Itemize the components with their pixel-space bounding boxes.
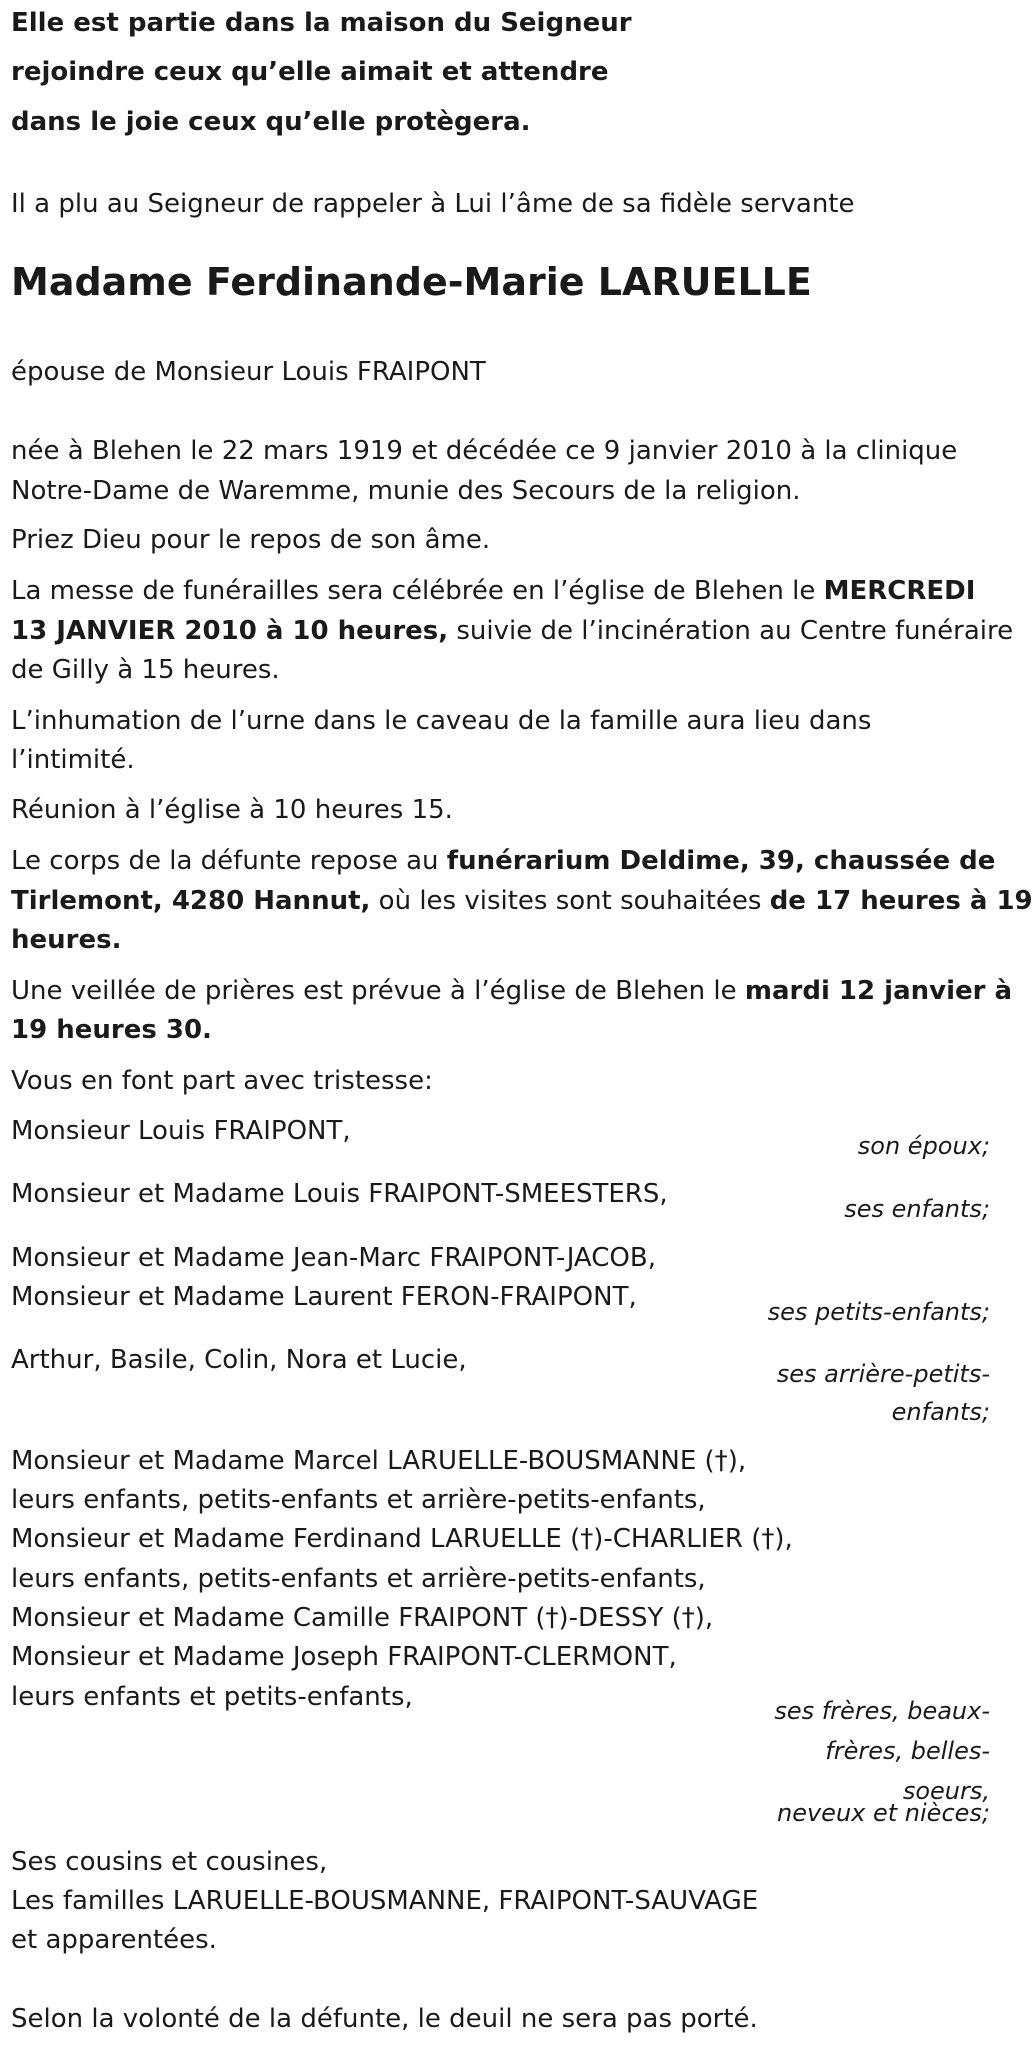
role-label: ses frères, beaux- <box>774 1697 990 1725</box>
mass-text: 13 JANVIER 2010 à 10 heures, suivie de l’incinération au Centre funéraire <box>11 616 1014 646</box>
role-label: ses arrière-petits- <box>776 1360 990 1388</box>
mass-text: de Gilly à 15 heures. <box>11 655 280 685</box>
birth-text: Notre-Dame de Waremme, munie des Secours de la religion. <box>11 476 801 506</box>
burial-text: L’inhumation de l’urne dans le caveau de la famille aura lieu dans <box>11 706 872 736</box>
role-label: soeurs, <box>902 1777 990 1805</box>
quote-line: rejoindre ceux qu’elle aimait et attendre <box>11 57 609 87</box>
quote-line: Elle est partie dans la maison du Seigneur <box>11 8 632 38</box>
mass-text: La messe de funérailles sera célébrée en l’église de Blehen le MERCREDI <box>11 576 976 606</box>
closing-text: Selon la volonté de la défunte, le deuil ne sera pas porté. <box>11 2004 758 2034</box>
family-siblings: Monsieur et Madame Camille FRAIPONT (†)-DESSY (†), <box>11 1603 714 1633</box>
family-grandchildren: Monsieur et Madame Jean-Marc FRAIPONT-JACOB, <box>11 1243 656 1273</box>
role-label: son époux; <box>857 1132 990 1160</box>
spouse-text: épouse de Monsieur Louis FRAIPONT <box>11 357 486 387</box>
deceased-name: Madame Ferdinande-Marie LARUELLE <box>11 260 812 304</box>
role-label: ses enfants; <box>844 1195 990 1223</box>
body-location-text: Tirlemont, 4280 Hannut, où les visites sont souhaitées de 17 heures à 19 <box>11 886 1033 916</box>
body-location-text: heures. <box>11 925 122 955</box>
vigil-text: Une veillée de prières est prévue à l’église de Blehen le mardi 12 janvier à <box>11 976 1013 1006</box>
intro-text: Il a plu au Seigneur de rappeler à Lui l’âme de sa fidèle servante <box>11 189 855 219</box>
family-siblings: Monsieur et Madame Ferdinand LARUELLE (†)-CHARLIER (†), <box>11 1524 793 1554</box>
family-siblings: Monsieur et Madame Joseph FRAIPONT-CLERMONT, <box>11 1642 677 1672</box>
family-cousins: et apparentées. <box>11 1925 217 1955</box>
meeting-text: Réunion à l’église à 10 heures 15. <box>11 795 453 825</box>
family-children: Monsieur et Madame Louis FRAIPONT-SMEESTERS, <box>11 1179 668 1209</box>
family-husband: Monsieur Louis FRAIPONT, <box>11 1116 351 1146</box>
vigil-text: 19 heures 30. <box>11 1015 212 1045</box>
prayer-text: Priez Dieu pour le repos de son âme. <box>11 525 491 555</box>
family-siblings: leurs enfants, petits-enfants et arrière-petits-enfants, <box>11 1564 706 1594</box>
family-grandchildren: Monsieur et Madame Laurent FERON-FRAIPONT, <box>11 1282 637 1312</box>
family-siblings: leurs enfants, petits-enfants et arrière-petits-enfants, <box>11 1485 706 1515</box>
family-cousins: Les familles LARUELLE-BOUSMANNE, FRAIPONT-SAUVAGE <box>11 1886 759 1916</box>
family-cousins: Ses cousins et cousines, <box>11 1847 328 1877</box>
family-siblings: leurs enfants et petits-enfants, <box>11 1682 413 1712</box>
role-label: enfants; <box>891 1398 990 1426</box>
burial-text: l’intimité. <box>11 745 135 775</box>
body-location-text: Le corps de la défunte repose au funérarium Deldime, 39, chaussée de <box>11 846 996 876</box>
family-great-grandchildren: Arthur, Basile, Colin, Nora et Lucie, <box>11 1345 467 1375</box>
role-label: ses petits-enfants; <box>767 1298 990 1326</box>
birth-text: née à Blehen le 22 mars 1919 et décédée ce 9 janvier 2010 à la clinique <box>11 436 958 466</box>
quote-line: dans le joie ceux qu’elle protègera. <box>11 107 531 137</box>
role-label: neveux et nièces; <box>777 1799 990 1827</box>
family-siblings: Monsieur et Madame Marcel LARUELLE-BOUSMANNE (†), <box>11 1446 747 1476</box>
role-label: frères, belles- <box>825 1737 990 1765</box>
announce-text: Vous en font part avec tristesse: <box>11 1066 433 1096</box>
